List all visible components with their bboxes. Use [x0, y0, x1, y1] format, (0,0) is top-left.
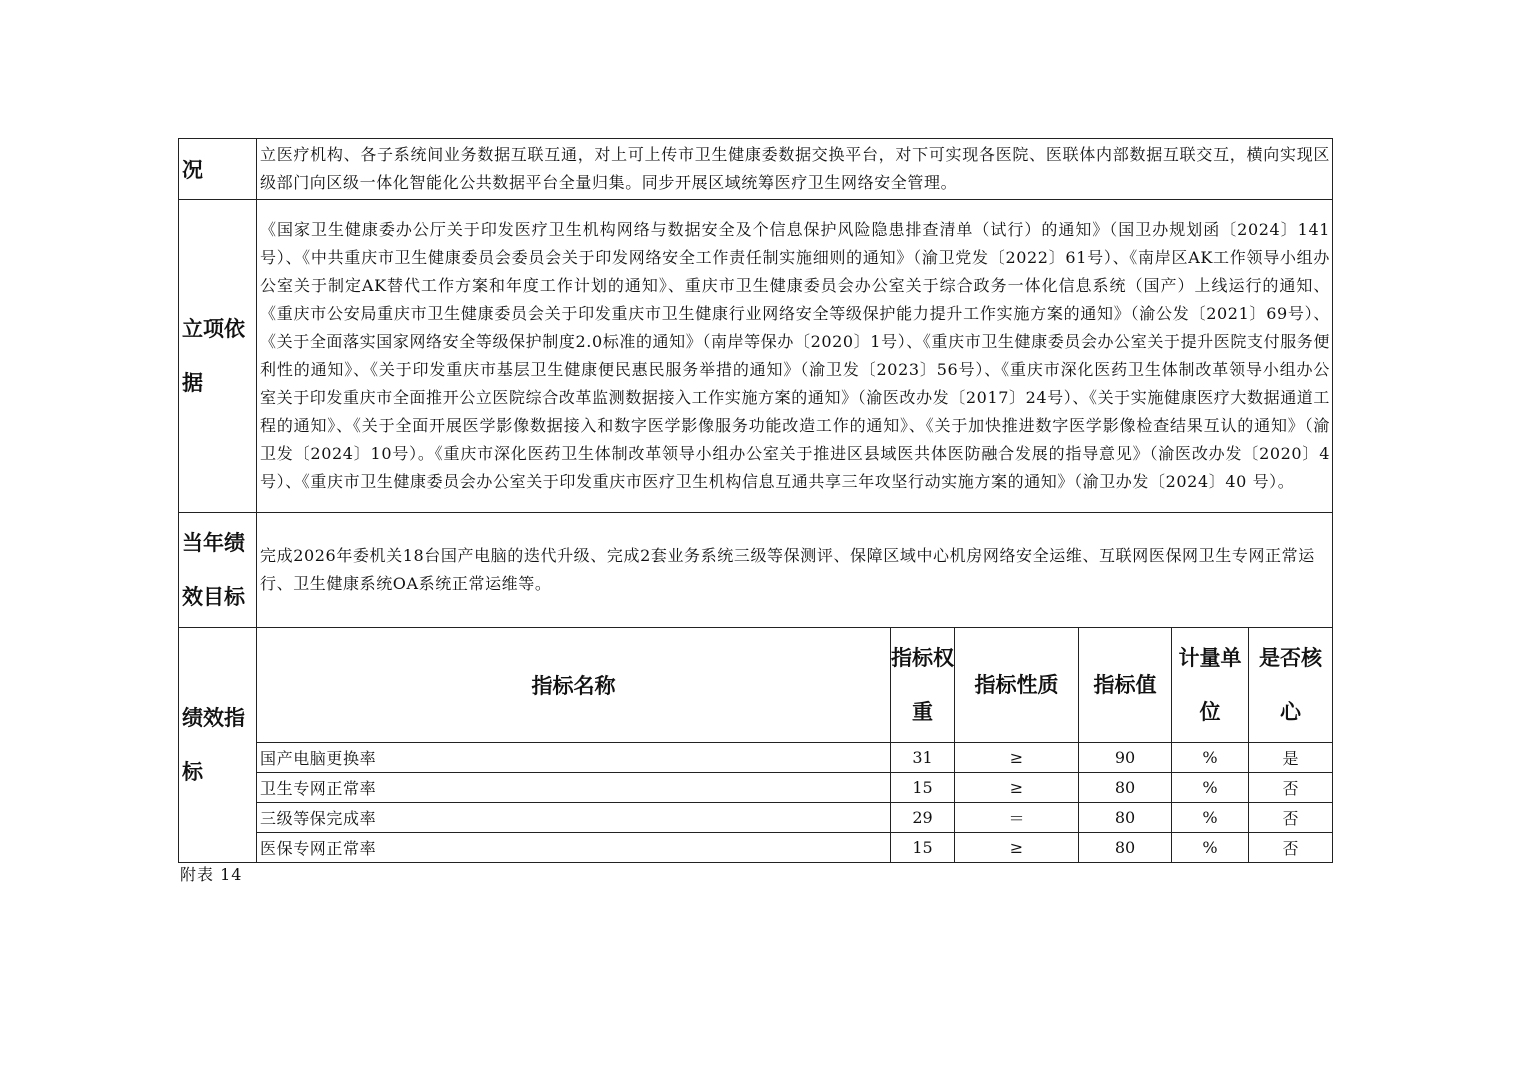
indicator-value: 80 [1079, 833, 1172, 863]
indicator-weight: 15 [891, 833, 955, 863]
table-row [179, 833, 1333, 863]
goal-row [179, 513, 1333, 628]
situation-row [179, 139, 1333, 200]
header-nature: 指标性质 [955, 628, 1079, 743]
indicator-nature: ＝ [955, 803, 1079, 833]
indicator-nature: ≥ [955, 833, 1079, 863]
header-core: 是否核心 [1249, 628, 1333, 743]
indicator-value: 80 [1079, 773, 1172, 803]
footer-note: 附表 14 [180, 865, 243, 884]
indicator-core: 否 [1249, 803, 1333, 833]
goal-text: 完成2026年委机关18台国产电脑的迭代升级、完成2套业务系统三级等保测评、保障区域中心机房网络安全运维、互联网医保网卫生专网正常运行、卫生健康系统OA系统正常运维等。 [257, 513, 1333, 628]
header-value: 指标值 [1079, 628, 1172, 743]
indicator-unit: % [1172, 773, 1249, 803]
goal-label: 当年绩效目标 [179, 513, 257, 628]
indicator-name: 三级等保完成率 [257, 803, 891, 833]
basis-label: 立项依据 [179, 200, 257, 513]
basis-row [179, 200, 1333, 513]
situation-label: 况 [179, 139, 257, 200]
table-row [179, 743, 1333, 773]
indicator-unit: % [1172, 743, 1249, 773]
indicator-weight: 15 [891, 773, 955, 803]
indicator-nature: ≥ [955, 743, 1079, 773]
header-unit: 计量单位 [1172, 628, 1249, 743]
indicator-value: 90 [1079, 743, 1172, 773]
table-row [179, 803, 1333, 833]
indicators-label: 绩效指标 [179, 628, 257, 863]
header-weight: 指标权重 [891, 628, 955, 743]
indicator-unit: % [1172, 803, 1249, 833]
indicator-nature: ≥ [955, 773, 1079, 803]
indicator-header-row [179, 628, 1333, 743]
indicator-value: 80 [1079, 803, 1172, 833]
indicator-weight: 31 [891, 743, 955, 773]
table-row [179, 773, 1333, 803]
indicator-name: 卫生专网正常率 [257, 773, 891, 803]
indicator-weight: 29 [891, 803, 955, 833]
indicator-core: 是 [1249, 743, 1333, 773]
situation-text: 立医疗机构、各子系统间业务数据互联互通，对上可上传市卫生健康委数据交换平台，对下可实现各医院、医联体内部数据互联交互，横向实现区级部门向区级一体化智能化公共数据平台全量归集。同步开展区域统筹医疗卫生网络安全管理。 [257, 139, 1333, 200]
indicator-core: 否 [1249, 833, 1333, 863]
project-table [178, 138, 1333, 863]
indicator-core: 否 [1249, 773, 1333, 803]
indicator-unit: % [1172, 833, 1249, 863]
indicator-name: 国产电脑更换率 [257, 743, 891, 773]
basis-text: 《国家卫生健康委办公厅关于印发医疗卫生机构网络与数据安全及个信息保护风险隐患排查清单（试行）的通知》（国卫办规划函〔2024〕141号）、《中共重庆市卫生健康委员会委员会关于印发网络安全工作责任制实施细则的通知》（渝卫党发〔2022〕61号）、《南岸区AK工作领导小组办公室关于制定AK替代工作方案和年度工作计划的通知》、重庆市卫生健康委员会办公室关于综合政务一体化信息系统（国产）上线运行的通知、《重庆市公安局重庆市卫生健康委员会关于印发重庆市卫生健康行业网络安全等级保护能力提升工作实施方案的通知》（渝公发〔2021〕69号）、《关于全面落实国家网络安全等级保护制度2.0标准的通知》（南岸等保办〔2020〕1号）、《重庆市卫生健康委员会办公室关于提升医院支付服务便利性的通知》、《关于印发重庆市基层卫生健康便民惠民服务举措的通知》（渝卫发〔2023〕56号）、《重庆市深化医药卫生体制改革领导小组办公室关于印发重庆市全面推开公立医院综合改革监测数据接入工作实施方案的通知》（渝医改办发〔2017〕24号）、《关于实施健康医疗大数据通道工程的通知》、《关于全面开展医学影像数据接入和数字医学影像服务功能改造工作的通知》、《关于加快推进数字医学影像检查结果互认的通知》（渝卫发〔2024〕10号）。《重庆市深化医药卫生体制改革领导小组办公室关于推进区县域医共体医防融合发展的指导意见》（渝医改办发〔2020〕4 号）、《重庆市卫生健康委员会办公室关于印发重庆市医疗卫生机构信息互通共享三年攻坚行动实施方案的通知》（渝卫办发〔2024〕40 号）。 [257, 200, 1333, 513]
header-name: 指标名称 [257, 628, 891, 743]
indicator-name: 医保专网正常率 [257, 833, 891, 863]
